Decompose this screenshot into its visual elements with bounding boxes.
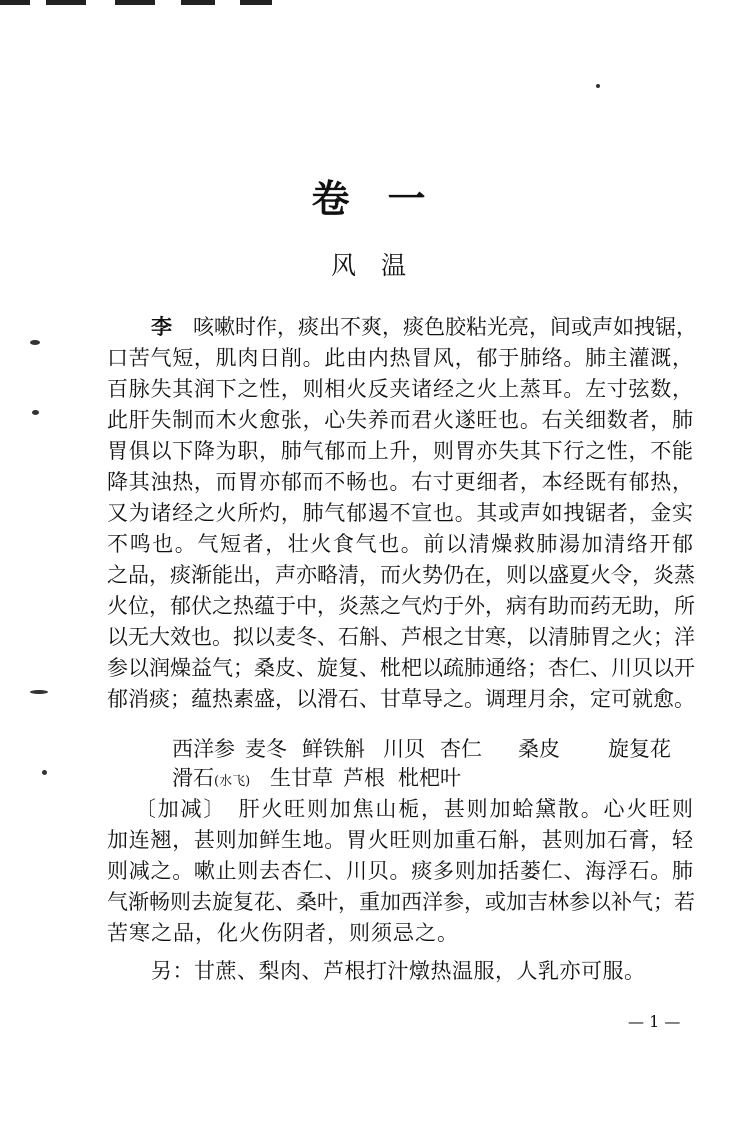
page-number: — 1 — <box>628 1012 681 1031</box>
scan-speck <box>32 410 39 415</box>
case-line: 胃俱以下降为职，肺气郁而上升，则胃亦失其下行之性，不能 <box>107 439 693 463</box>
case-line: 口苦气短，肌肉日削。此由内热冒风，郁于肺络。肺主灌溉， <box>107 346 693 370</box>
section-title: 风 温 <box>330 251 406 280</box>
additional-note: 另：甘蔗、梨肉、芦根打汁燉热温服，人乳亦可服。 <box>151 959 646 983</box>
herb: 滑石(水飞) <box>172 766 251 790</box>
scan-edge-mark <box>46 0 86 5</box>
herb: 桑皮 <box>518 737 560 761</box>
case-line: 此肝失制而木火愈张，心失养而君火遂旺也。右关细数者，肺 <box>107 408 693 432</box>
herb-note: (水飞) <box>214 774 251 789</box>
herb: 旋复花 <box>608 737 671 761</box>
scan-edge-mark <box>240 0 272 5</box>
case-line: 参以润燥益气；桑皮、旋复、枇杷以疏肺通络；杏仁、川贝以开 <box>107 656 695 680</box>
case-line: 火位，郁伏之热蕴于中，炎蒸之气灼于外，病有助而药无助，所 <box>107 594 695 618</box>
chapter-title: 卷 一 <box>311 176 426 221</box>
scan-speck <box>30 690 48 694</box>
scan-speck <box>596 84 600 88</box>
case-line: 以无大效也。拟以麦冬、石斛、芦根之甘寒，以清肺胃之火；洋 <box>107 625 695 649</box>
herb: 麦冬 <box>245 737 287 761</box>
herb: 芦根 <box>343 766 385 790</box>
herb: 川贝 <box>383 737 425 761</box>
modification-line: 气渐畅则去旋复花、桑叶，重加西洋参，或加吉林参以补气；若 <box>107 890 695 914</box>
scan-edge-mark <box>0 0 30 5</box>
scan-edge-mark <box>181 0 215 5</box>
case-line: 百脉失其润下之性，则相火反夹诸经之火上蒸耳。左寸弦数， <box>107 377 693 401</box>
case-line: 之品，痰渐能出，声亦略清，而火势仍在，则以盛夏火令，炎蒸 <box>107 563 695 587</box>
scan-speck <box>42 770 47 775</box>
herb: 西洋参 <box>172 737 235 761</box>
modification-line: 则减之。嗽止则去杏仁、川贝。痰多则加括蒌仁、海浮石。肺 <box>107 859 693 883</box>
case-line: 降其浊热，而胃亦郁而不畅也。右寸更细者，本经既有郁热， <box>107 470 693 494</box>
modification-line: 苦寒之品，化火伤阴者，则须忌之。 <box>107 921 459 945</box>
modification-line: 〔加减〕 肝火旺则加焦山栀，甚则加蛤黛散。心火旺则 <box>135 797 693 821</box>
modification-line: 加连翘，甚则加鲜生地。胃火旺则加重石斛，甚则加石膏，轻 <box>107 828 693 852</box>
herb: 鲜铁斛 <box>302 737 365 761</box>
case-line: 不鸣也。气短者，壮火食气也。前以清燥救肺湯加清络开郁 <box>107 532 693 556</box>
case-line: 李 咳嗽时作，痰出不爽，痰色胶粘光亮，间或声如拽锯， <box>151 314 697 339</box>
herb: 杏仁 <box>440 737 482 761</box>
case-line: 又为诸经之火所灼，肺气郁遏不宣也。其或声如拽锯者，金实 <box>107 501 693 525</box>
case-line: 郁消痰；蕴热素盛，以滑石、甘草导之。调理月余，定可就愈。 <box>107 687 695 711</box>
herb: 枇杷叶 <box>398 766 461 790</box>
modification-label: 〔加减〕 <box>135 797 216 821</box>
herb: 生甘草 <box>270 766 333 790</box>
scan-speck <box>30 340 40 345</box>
scan-edge-mark <box>115 0 155 5</box>
case-surname: 李 <box>151 314 172 339</box>
